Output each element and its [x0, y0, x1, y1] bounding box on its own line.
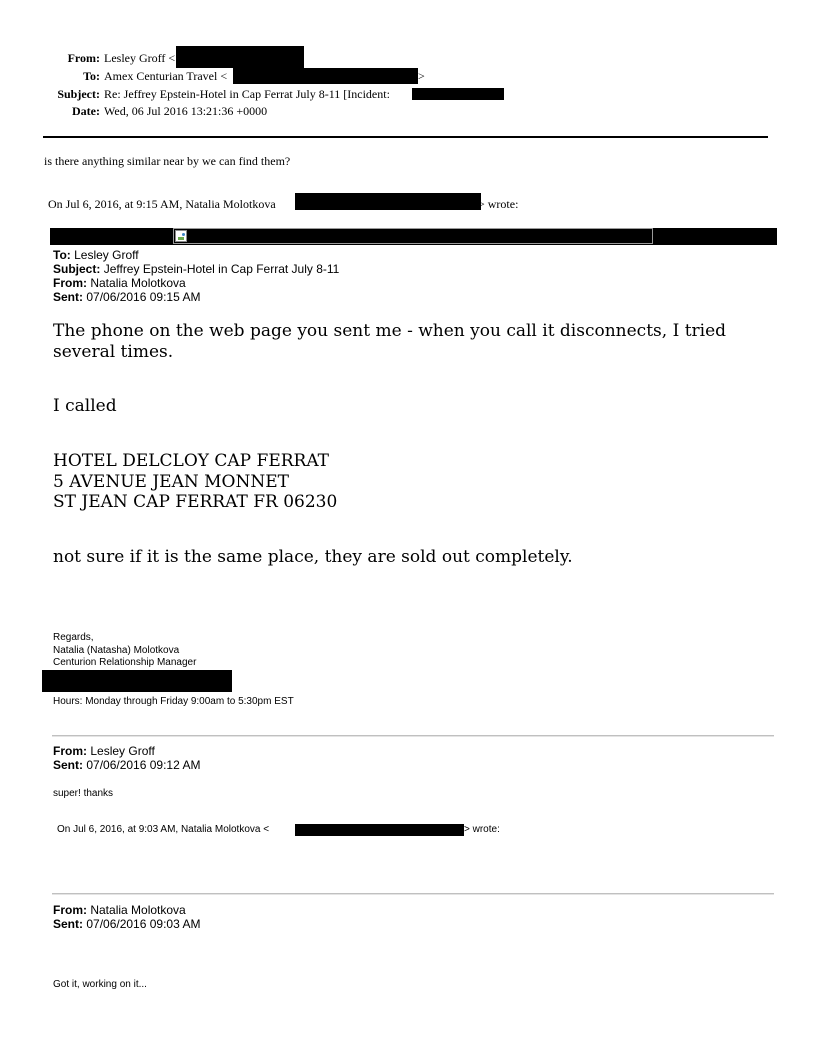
msg3-from-value: Natalia Molotkova: [90, 903, 186, 917]
from-label: From:: [67, 51, 100, 65]
msg2-from-value: Lesley Groff: [90, 744, 155, 758]
msg1-sent-row: [53, 290, 200, 304]
to-tail: >: [418, 69, 425, 83]
msg2-sent-value: 07/06/2016 09:12 AM: [86, 758, 201, 772]
redaction-quote1-email: [295, 193, 481, 210]
broken-image-frame: [173, 228, 653, 244]
msg1-to-label: To:: [53, 248, 71, 262]
msg3-from-label: From:: [53, 903, 87, 917]
msg2-sent-label: Sent:: [53, 758, 83, 772]
msg3-sent-value: 07/06/2016 09:03 AM: [86, 917, 201, 931]
quote1-attribution-start: On Jul 6, 2016, at 9:15 AM, Natalia Molotkova: [48, 197, 276, 211]
msg1-subject-label: Subject:: [53, 262, 101, 276]
msg1-address-line2: 5 AVENUE JEAN MONNET: [53, 472, 289, 492]
signature-line3: Centurion Relationship Manager: [53, 657, 197, 668]
msg1-subject-value: Jeffrey Epstein-Hotel in Cap Ferrat July 8-11: [103, 262, 340, 276]
msg1-body-p1: The phone on the web page you sent me - when you call it disconnects, I tried several times.: [53, 321, 727, 362]
redaction-signature-phone: [42, 670, 232, 692]
subject-value: Re: Jeffrey Epstein-Hotel in Cap Ferrat July 8-11 [Incident:: [104, 87, 390, 101]
msg1-sent-value: 07/06/2016 09:15 AM: [86, 290, 201, 304]
header-to-row: [0, 69, 227, 83]
reply-text: is there anything similar near by we can find them?: [44, 154, 291, 168]
msg2-sent-row: [53, 758, 200, 772]
msg2-from-row: [53, 744, 155, 758]
msg3-body: Got it, working on it...: [53, 979, 147, 990]
msg1-address-line3: ST JEAN CAP FERRAT FR 06230: [53, 492, 338, 512]
to-label: To:: [83, 69, 100, 83]
to-value: Amex Centurian Travel <: [104, 69, 228, 83]
msg1-from-label: From:: [53, 276, 87, 290]
divider-msg2: [52, 735, 774, 737]
signature-hours: Hours: Monday through Friday 9:00am to 5:30pm EST: [53, 696, 294, 707]
msg1-address-line1: HOTEL DELCLOY CAP FERRAT: [53, 451, 330, 471]
redaction-to-email: [233, 68, 418, 84]
header-date-row: [0, 104, 267, 118]
msg2-attribution-end: > wrote:: [464, 824, 500, 835]
header-divider: [43, 136, 768, 138]
redaction-msg2-email: [295, 824, 464, 836]
msg2-attribution-start: On Jul 6, 2016, at 9:03 AM, Natalia Molotkova <: [57, 824, 270, 835]
msg2-from-label: From:: [53, 744, 87, 758]
header-from-row: [0, 51, 175, 65]
subject-label: Subject:: [57, 87, 100, 101]
divider-msg3: [52, 893, 774, 895]
header-subject-row: [0, 87, 390, 101]
msg1-body-p2: I called: [53, 396, 117, 416]
msg1-sent-label: Sent:: [53, 290, 83, 304]
msg1-to-row: [53, 248, 139, 262]
date-label: Date:: [72, 104, 100, 118]
redaction-incident: [412, 88, 504, 100]
msg2-body: super! thanks: [53, 788, 114, 799]
msg1-from-row: [53, 276, 186, 290]
msg1-to-value: Lesley Groff: [74, 248, 139, 262]
msg3-from-row: [53, 903, 186, 917]
from-value: Lesley Groff <: [104, 51, 176, 65]
signature-line2: Natalia (Natasha) Molotkova: [53, 645, 180, 656]
msg1-subject-row: [53, 262, 339, 276]
msg3-sent-row: [53, 917, 200, 931]
msg1-body-p3: not sure if it is the same place, they are sold out completely.: [53, 547, 573, 567]
msg3-sent-label: Sent:: [53, 917, 83, 931]
quote1-attribution-end: > wrote:: [478, 197, 519, 211]
date-value: Wed, 06 Jul 2016 13:21:36 +0000: [104, 104, 268, 118]
signature-line1: Regards,: [53, 632, 94, 643]
msg1-from-value: Natalia Molotkova: [90, 276, 186, 290]
redaction-from-email: [176, 46, 304, 68]
broken-image-icon: [175, 230, 187, 242]
